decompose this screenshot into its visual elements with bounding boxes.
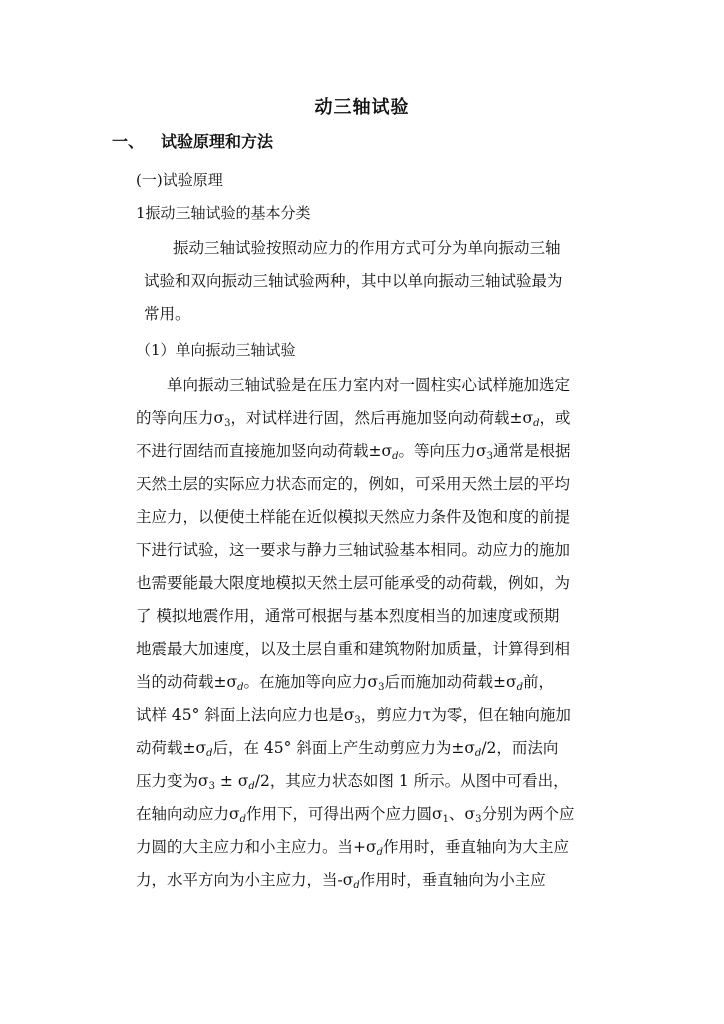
body-line-3 [136, 440, 571, 462]
body-line-5: 主应力，以便使土样能在近似模拟天然应力条件及饱和度的前提 [136, 508, 571, 526]
text-run: 力，水平方向为小主应力，当- [136, 871, 343, 889]
text-run: 的等向压力 [136, 409, 214, 427]
sigma-3-symbol: $\sigma_3$ [213, 409, 231, 429]
body-line-2 [136, 407, 571, 429]
text-run: 分别为两个应 [481, 805, 575, 823]
intro-line-2: 试验和双向振动三轴试验两种，其中以单向振动三轴试验最为 [144, 272, 563, 290]
body-line-12 [136, 737, 558, 759]
sigma-1-symbol: $\sigma_1$ [432, 805, 449, 825]
text-run: 、 [449, 805, 465, 823]
text-run: 力圆的大主应力和小主应力。当+ [136, 838, 366, 856]
body-line-10 [136, 671, 554, 693]
body-line-9: 地震最大加速度，以及土层自重和建筑物附加质量，计算得到相 [136, 640, 571, 658]
intro-line-1: 振动三轴试验按照动应力的作用方式可分为单向振动三轴 [173, 239, 561, 257]
body-line-11 [136, 704, 571, 726]
text-run: 当的动荷载 [136, 673, 214, 691]
sigma-d-symbol: $\sigma_d$ [342, 871, 360, 891]
text-run: ，剪应力τ为零，但在轴向施加 [360, 706, 571, 724]
sigma-3-symbol: $\sigma_3$ [464, 805, 482, 825]
body-line-7: 也需要能最大限度地模拟天然土层可能承受的动荷载，例如，为 [136, 574, 571, 592]
text-run: 试样 45° 斜面上法向应力也是 [136, 706, 344, 724]
text-run: 通常是根据 [492, 442, 571, 460]
text-run: ，而法向 [496, 739, 559, 757]
text-run: ，或 [539, 409, 571, 427]
body-line-13 [136, 770, 569, 792]
plus-minus-sigma-d-symbol: $\pm\sigma_d$ [493, 673, 523, 693]
text-run: 后，在 45° 斜面上产生动剪应力为 [212, 739, 452, 757]
body-line-1: 单向振动三轴试验是在压力室内对一圆柱实心试样施加选定 [167, 376, 571, 394]
section-text: 试验原理和方法 [161, 132, 274, 151]
sigma-3-symbol: $\sigma_3$ [343, 706, 361, 726]
body-line-15 [136, 836, 569, 858]
text-run: 压力变为 [136, 772, 199, 790]
subheading-classification: 1振动三轴试验的基本分类 [136, 204, 311, 222]
intro-line-3: 常用。 [144, 305, 191, 323]
text-run: 作用下，可得出两个应力圆 [246, 805, 433, 823]
text-run: ，其应力状态如图 1 所示。从图中可看出， [269, 772, 569, 790]
text-run: 。等向压力 [398, 442, 477, 460]
document-title: 动三轴试验 [314, 97, 410, 118]
subheading-principle: (一)试验原理 [136, 171, 223, 189]
section-heading [112, 129, 273, 152]
text-run: 在轴向动应力 [136, 805, 230, 823]
text-run: 作用时，垂直轴向为大主应 [383, 838, 570, 856]
text-run: 后而施加动荷载 [384, 673, 493, 691]
section-number: 一、 [112, 132, 145, 151]
body-line-8: 了 模拟地震作用，通常可根据与基本烈度相当的加速度或预期 [136, 607, 560, 625]
text-run: 作用时，垂直轴向为小主应 [359, 871, 546, 889]
sigma-3-symbol: $\sigma_3$ [367, 673, 385, 693]
body-line-16 [136, 869, 546, 891]
sigma-d-symbol: $\sigma_d$ [229, 805, 247, 825]
body-line-14 [136, 803, 575, 825]
body-line-4: 天然土层的实际应力状态而定的，例如，可采用天然土层的平均 [136, 475, 571, 493]
text-run: 不进行固结而直接施加竖向动荷载 [136, 442, 369, 460]
sigma-d-symbol: $\sigma_d$ [366, 838, 383, 858]
text-run: ，对试样进行固，然后再施加竖向动荷载 [230, 409, 510, 427]
plus-minus-sigma-d-symbol: $\pm\sigma_d$ [213, 673, 244, 693]
sigma-3-plus-minus-half-formula: $\sigma_3 \pm \sigma_d/2$ [198, 772, 270, 792]
plus-minus-sigma-d-symbol: $\pm\sigma_d$ [182, 739, 213, 759]
text-run: 。在施加等向应力 [243, 673, 368, 691]
plus-minus-sigma-d-symbol: $\pm\sigma_d$ [509, 409, 540, 429]
text-run: 动荷载 [136, 739, 183, 757]
plus-minus-sigma-d-half-formula: $\pm\sigma_d/2$ [451, 739, 497, 759]
sigma-3-symbol: $\sigma_3$ [476, 442, 493, 462]
body-line-6: 下进行试验，这一要求与静力三轴试验基本相同。动应力的施加 [136, 541, 571, 559]
subheading-uniaxial: （1）单向振动三轴试验 [136, 341, 296, 359]
text-run: 前， [522, 673, 554, 691]
plus-minus-sigma-d-symbol: $\pm\sigma_d$ [368, 442, 399, 462]
